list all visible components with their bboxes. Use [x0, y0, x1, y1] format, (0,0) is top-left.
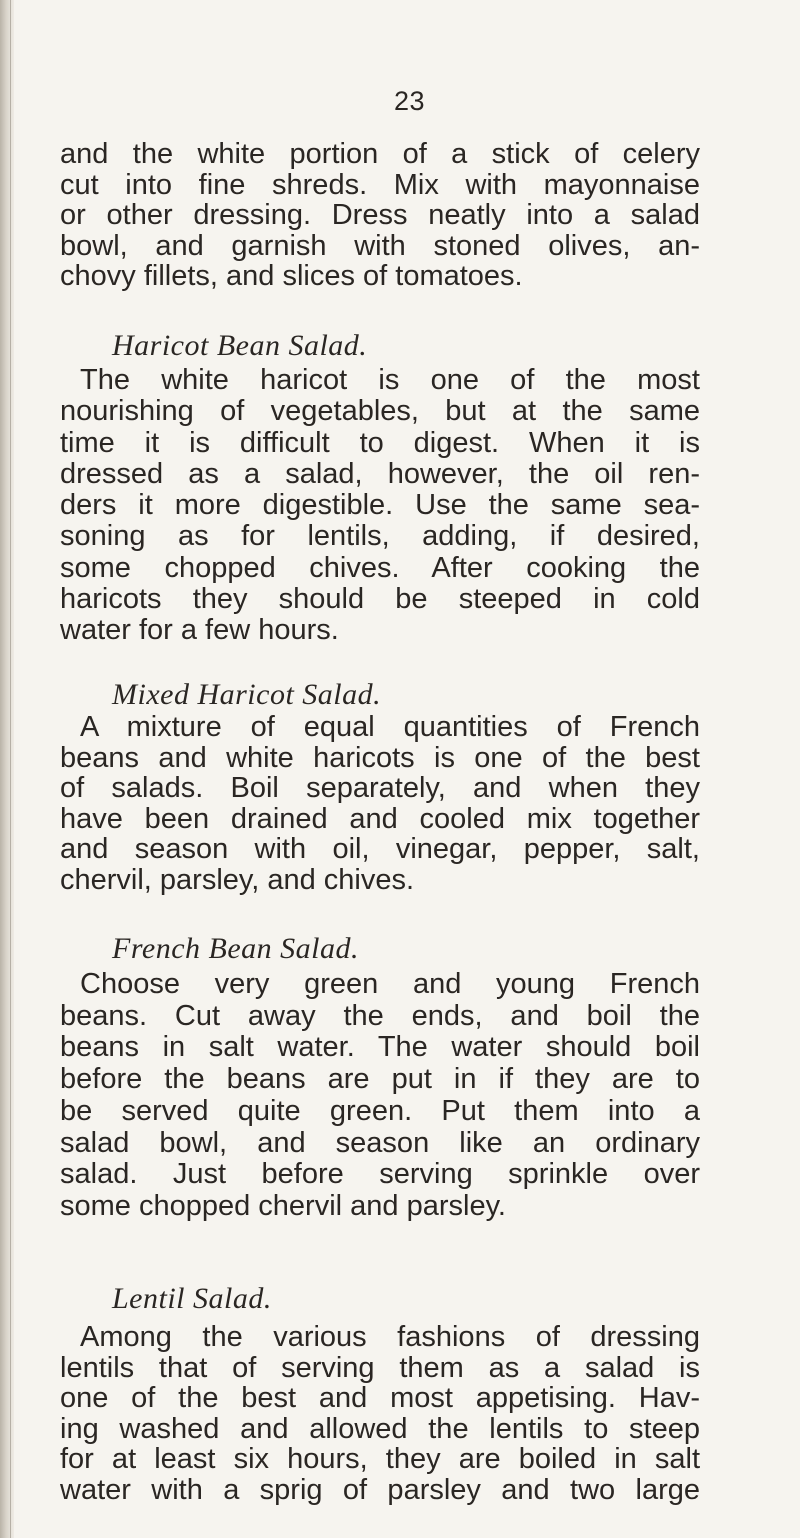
text-line: bowl, and garnish with stoned olives, an- [60, 229, 700, 262]
page-number: 23 [394, 86, 426, 116]
text-line: chovy fillets, and slices of tomatoes. [60, 260, 523, 292]
text-line: for at least six hours, they are boiled in salt [60, 1443, 700, 1476]
text-line: haricots they should be steeped in cold [60, 582, 700, 615]
text-line: lentils that of serving them as a salad is [60, 1351, 700, 1384]
section-body-mixed-haricot-salad [60, 712, 700, 896]
text-line: water for a few hours. [60, 614, 339, 646]
section-body-french-bean-salad [60, 969, 700, 1223]
text-line: The white haricot is one of the most [80, 364, 700, 396]
text-line: ing washed and allowed the lentils to steep [60, 1412, 700, 1445]
text-line: be served quite green. Put them into a [60, 1094, 700, 1127]
text-line: before the beans are put in if they are to [60, 1063, 700, 1096]
section-body-haricot-bean-salad [60, 365, 700, 646]
text-line: A mixture of equal quantities of French [80, 711, 700, 743]
section-heading-haricot-bean-salad: Haricot Bean Salad. [112, 329, 368, 362]
page-spine-line [10, 0, 11, 1538]
text-line: dressed as a salad, however, the oil ren- [60, 457, 700, 490]
text-line: or other dressing. Dress neatly into a salad [60, 199, 700, 231]
text-line: beans. Cut away the ends, and boil the [60, 999, 700, 1032]
text-line: ders it more digestible. Use the same sea- [60, 489, 700, 521]
text-line: Among the various fashions of dressing [80, 1321, 700, 1353]
text-line: time it is difficult to digest. When it is [60, 426, 700, 459]
section-heading-mixed-haricot-salad: Mixed Haricot Salad. [112, 678, 382, 711]
text-line: water with a sprig of parsley and two large [60, 1473, 700, 1506]
text-line: cut into fine shreds. Mix with mayonnaise [60, 168, 700, 201]
text-line: chervil, parsley, and chives. [60, 863, 415, 896]
text-line: soning as for lentils, adding, if desired, [60, 520, 700, 553]
text-line: salad. Just before serving sprinkle over [60, 1158, 700, 1191]
text-line: nourishing of vegetables, but at the same [60, 395, 700, 428]
section-heading-lentil-salad: Lentil Salad. [112, 1282, 272, 1315]
page-spine-shadow [0, 0, 14, 1538]
continuation-paragraph [60, 139, 700, 292]
text-line: and the white portion of a stick of celery [60, 138, 700, 170]
text-line: and season with oil, vinegar, pepper, salt, [60, 833, 700, 866]
section-heading-french-bean-salad: French Bean Salad. [112, 932, 359, 965]
text-line: have been drained and cooled mix together [60, 802, 700, 835]
text-line: salad bowl, and season like an ordinary [60, 1126, 700, 1159]
text-line: Choose very green and young French [80, 968, 700, 1000]
text-line: beans and white haricots is one of the best [60, 741, 700, 774]
text-line: some chopped chives. After cooking the [60, 551, 700, 584]
text-line: of salads. Boil separately, and when they [60, 772, 700, 805]
text-line: one of the best and most appetising. Hav- [60, 1382, 700, 1415]
section-body-lentil-salad [60, 1322, 700, 1506]
text-line: beans in salt water. The water should boil [60, 1031, 700, 1064]
text-line: some chopped chervil and parsley. [60, 1189, 506, 1222]
